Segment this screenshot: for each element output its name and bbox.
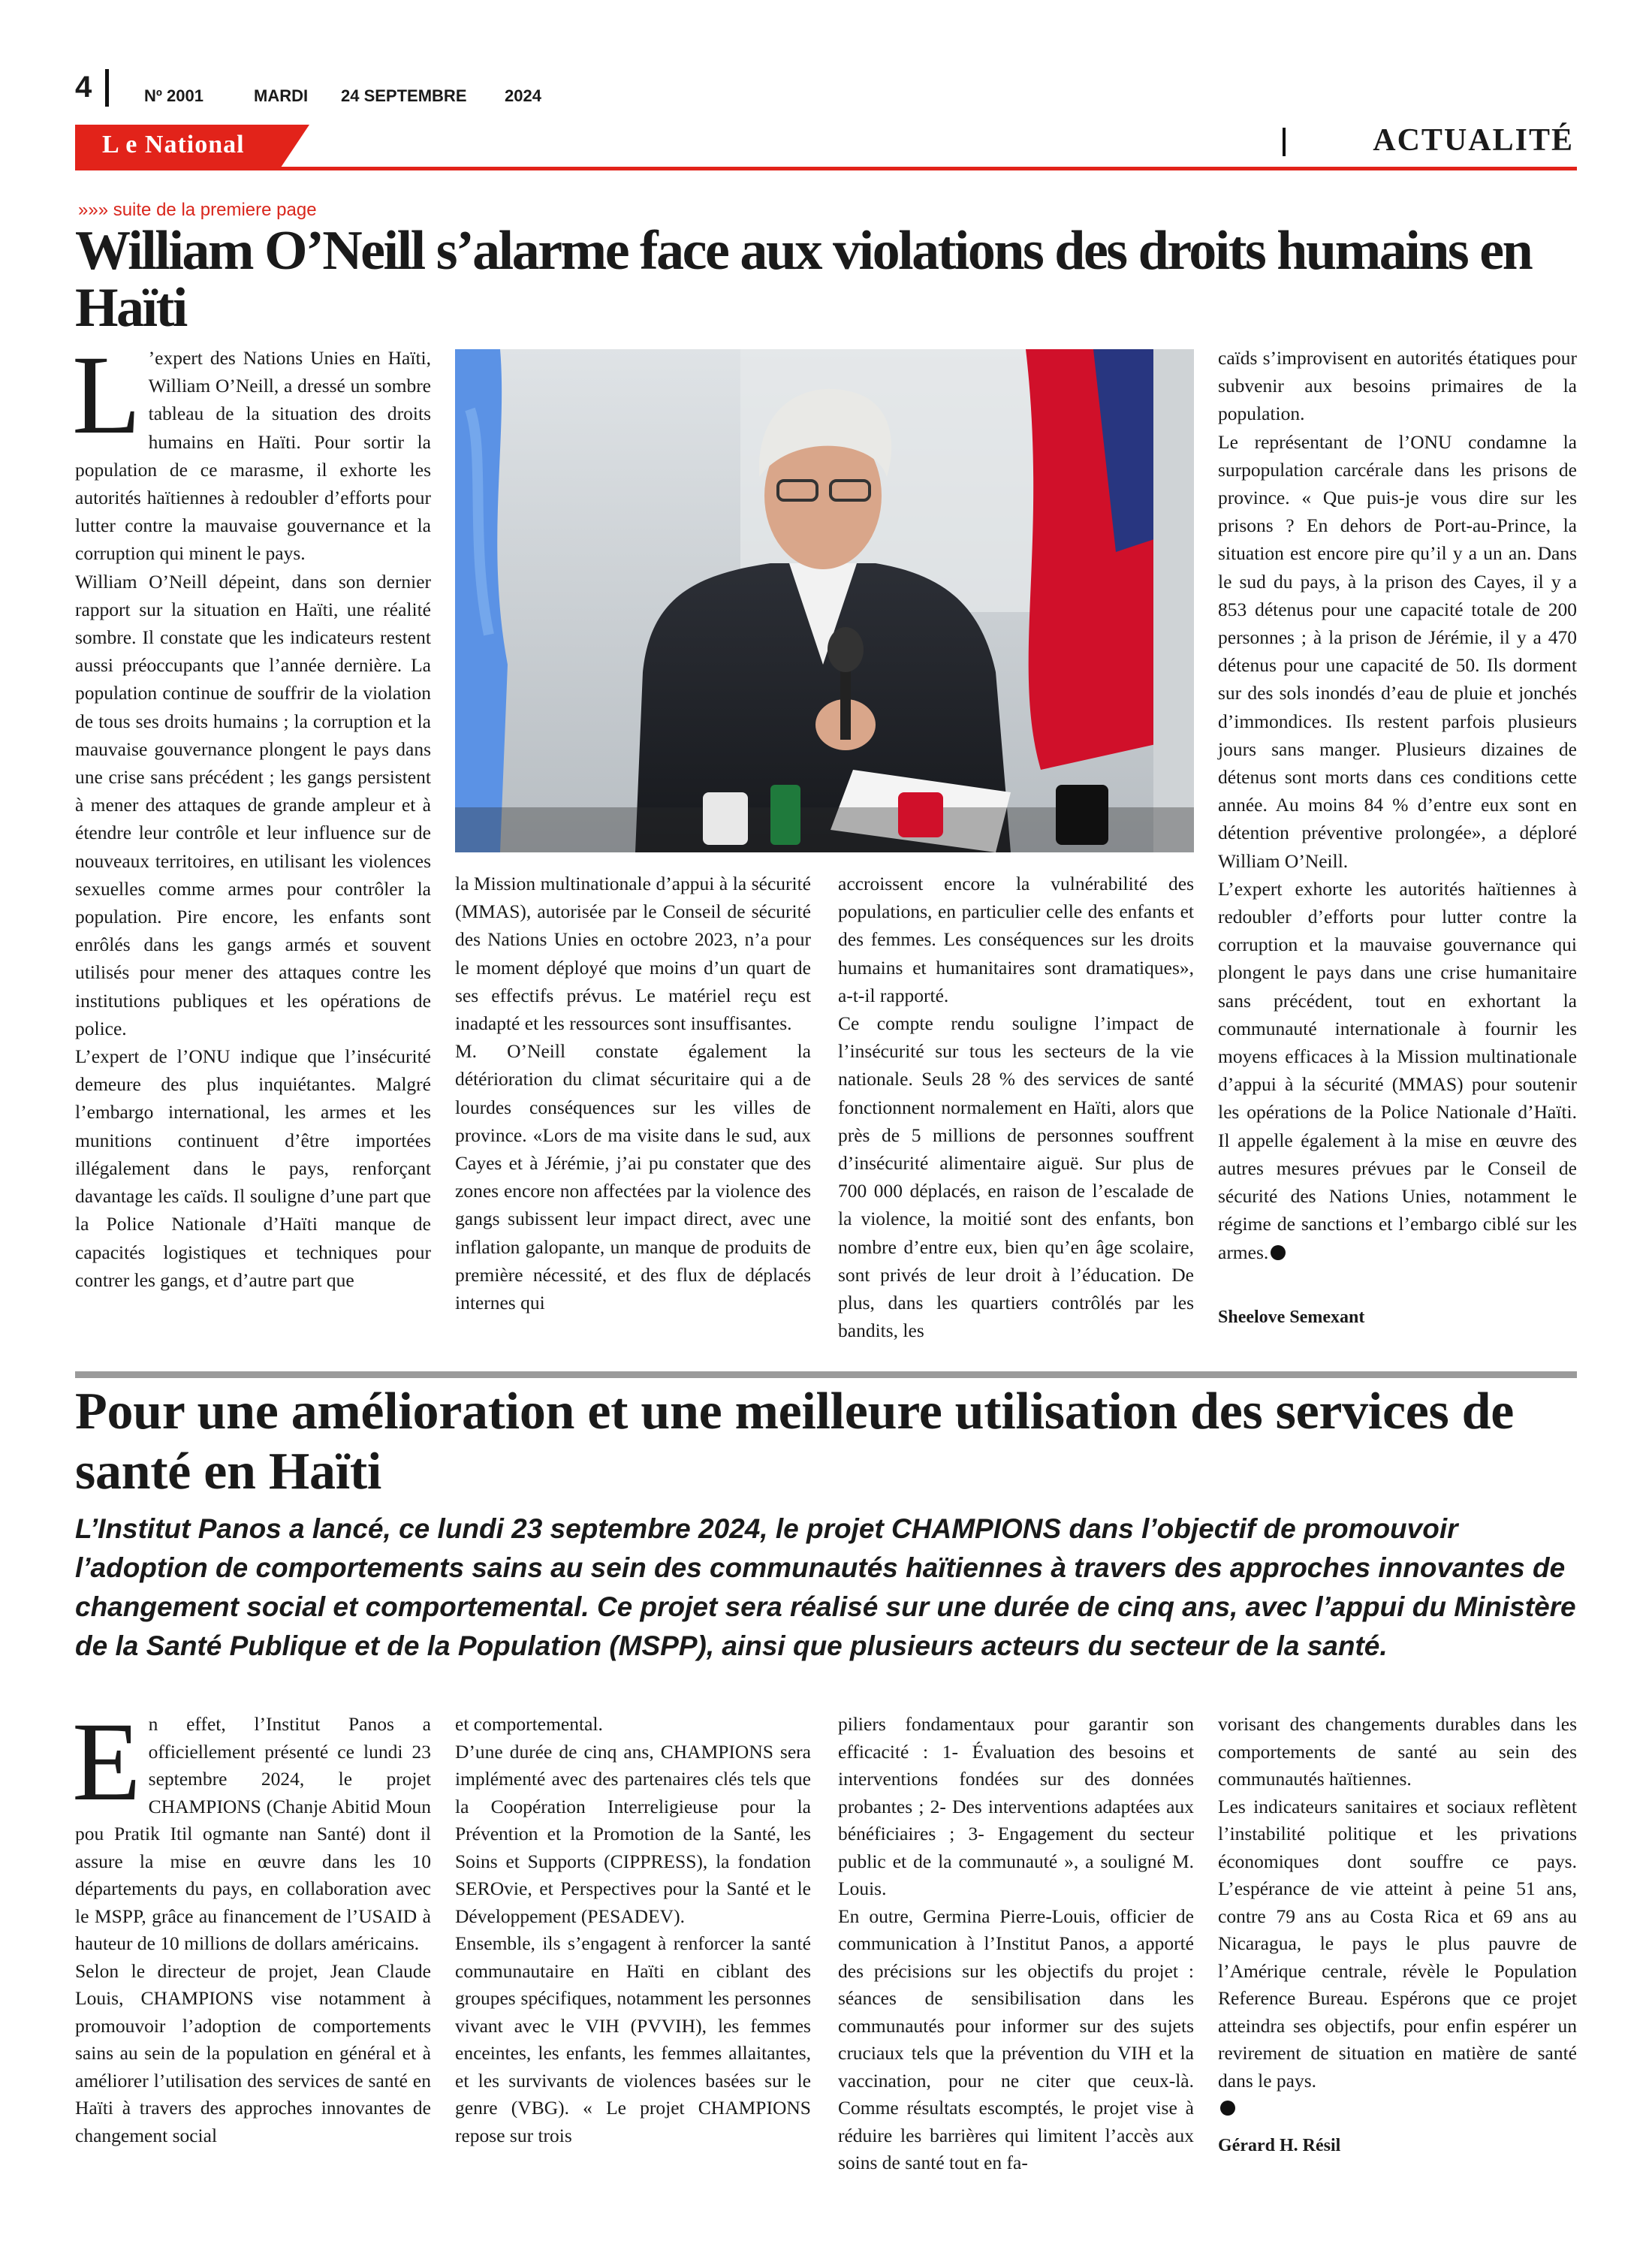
article2-column-3 (838, 1711, 1194, 2177)
article1-column-4 (1218, 344, 1577, 1266)
paragraph: En effet, l’Institut Panos a officiellement présenté ce lundi 23 septembre 2024, le projet CHAMPIONS (Chanje Abitid Moun pou Pratik Itil ogmante nan Santé) dont il assure la mise en œuvre dans les 10 départements du pays, en collaboration avec le MSPP, grâce au financement de l’USAID à hauteur de 10 millions de dollars américains. (72, 1700, 431, 1954)
paragraph (1218, 2095, 1577, 2122)
issue-number: Nº 2001 (144, 86, 203, 105)
paragraph: Les indicateurs sanitaires et sociaux reflètent l’instabilité politique et les privations économiques dont souffre ce pays. L’espérance de vie atteint à peine 51 ans, contre 79 ans au Costa Rica et 69 ans au Nicaragua, le pays le plus pauvre de l’Amérique centrale, révèle le Population Reference Bureau. Espérons que ce projet atteindra ses objectifs, pour enfin espérer un revirement de situation en matière de santé dans le pays. (1218, 1795, 1577, 2092)
page-number: 4 (75, 71, 92, 104)
article1-author: Sheelove Semexant (1218, 1307, 1365, 1327)
newspaper-logo: L e National (102, 131, 245, 158)
header-rule (75, 167, 1577, 170)
end-mark-icon (1271, 1245, 1286, 1260)
issue-day: MARDI (254, 86, 309, 105)
article1-column-3 (838, 870, 1194, 1344)
end-mark-icon (1220, 2101, 1235, 2116)
header-divider (105, 69, 109, 107)
paragraph: Le représentant de l’ONU condamne la surpopulation carcérale dans les prisons de province. « Que puis-je vous dire sur les prisons ? En dehors de Port-au-Prince, la situation est encore pire qu’il y a un an. Dans le sud du pays, à la prison des Cayes, il y a 853 détenus pour une capacité totale de 200 personnes ; à la prison de Jérémie, il y a 470 détenus pour une capacité de 50. Ils dorment sur des sols inondés d’eau de pluie et jonchés d’immondices. Ils restent parfois plusieurs jours sans manger. Plusieurs dizaines de détenus sont morts dans ces conditions cette année. Au moins 84 % d’entre eux sont en détention préventive prolongée», a déploré William O’Neill. (1218, 430, 1577, 872)
continuation-kicker: »»» suite de la premiere page (78, 200, 317, 220)
issue-date: 24 SEPTEMBRE (341, 86, 467, 105)
paragraph: piliers fondamentaux pour garantir son efficacité : 1- Évaluation des besoins et interventions fondées sur des données probantes ; 2- Des interventions adaptées aux bénéficiaires ; 3- Engagement du secteur public et de la communauté », a souligné M. Louis. (838, 1713, 1194, 1899)
article2-column-4 (1218, 1711, 1577, 2122)
article1-title: William O’Neill s’alarme face aux violations des droits humains en Haïti (75, 220, 1532, 339)
drop-cap: L (72, 333, 141, 457)
section-label: ACTUALITÉ (1373, 123, 1574, 158)
article1-column-2 (455, 870, 811, 1317)
photo-illustration (455, 349, 1194, 852)
paragraph: Ce compte rendu souligne l’impact de l’insécurité sur tous les secteurs de la vie nationale. Seuls 28 % des services de santé fonctionnent normalement en Haïti, alors que près de 5 millions de personnes souffrent d’insécurité alimentaire aiguë. Sur plus de 700 000 déplacés, en raison de l’escalade de la violence, la moitié sont des enfants, bon nombre d’entre eux, bien qu’en âge scolaire, sont privés de leur droit à l’éducation. De plus, dans les quartiers contrôlés par les bandits, les (838, 1012, 1194, 1342)
paragraph: L ’expert des Nations Unies en Haïti, William O’Neill, a dressé un sombre tableau de la situation des droits humains en Haïti. Pour sortir la population de ce marasme, il exhorte les autorités haïtiennes à redoubler d’efforts pour lutter contre la mauvaise gouvernance et la corruption qui minent le pays. (72, 333, 431, 565)
section-divider (1283, 128, 1286, 156)
article1-column-1 (72, 333, 431, 1294)
paragraph: la Mission multinationale d’appui à la sécurité (MMAS), autorisée par le Conseil de sécurité des Nations Unies en octobre 2023, n’a pour le moment déployé que moins d’un quart de ses effectifs prévus. Le matériel reçu est inadapté et les ressources sont insuffisantes. (455, 873, 811, 1035)
paragraph: D’une durée de cinq ans, CHAMPIONS sera implémenté avec des partenaires clés tels que la Coopération Interreligieuse pour la Prévention et la Promotion de la Santé, les Soins et Supports (CIPPRESS), la fondation SEROvie, et Perspectives pour la Santé et le Développement (PESADEV). (455, 1740, 811, 1927)
article2-author: Gérard H. Résil (1218, 2136, 1341, 2155)
article2-column-1 (72, 1700, 431, 2149)
paragraph: L’expert exhorte les autorités haïtiennes à redoubler d’efforts pour lutter contre la corruption et la mauvaise gouvernance qui plongent le pays dans une crise humanitaire sans précédent, tout en exhortant la communauté internationale à fournir les moyens efficaces à la Mission multinationale d’appui à la sécurité (MMAS) pour soutenir les opérations de la Police Nationale d’Haïti. Il appelle également à la mise en œuvre des autres mesures prévues par le Conseil de sécurité des Nations Unies, notamment le régime de sanctions et l’embargo ciblé sur les armes. (1218, 877, 1577, 1263)
article2-title: Pour une amélioration et une meilleure utilisation des services de santé en Haïti (75, 1383, 1515, 1500)
paragraph: Selon le directeur de projet, Jean Claude Louis, CHAMPIONS vise notamment à promouvoir l’adoption de comportements sains au sein de la population en général et à améliorer l’utilisation des services de santé en Haïti à travers des approches innovantes de changement social (75, 1959, 431, 2146)
paragraph: caïds s’improvisent en autorités étatiques pour subvenir aux besoins primaires de la population. (1218, 347, 1577, 425)
paragraph: et comportemental. (455, 1713, 603, 1735)
article2-lede: L’Institut Panos a lancé, ce lundi 23 septembre 2024, le projet CHAMPIONS dans l’objectif de promouvoir l’adoption de comportements sains au sein des communautés haïtiennes à travers des approches innovantes de changement social et comportemental. Ce projet sera réalisé sur une durée de cinq ans, avec l’appui du Ministère de la Santé Publique et de la Population (MSPP), ainsi que plusieurs acteurs du secteur de la santé. (75, 1513, 1576, 1661)
drop-cap: E (72, 1700, 141, 1824)
paragraph: M. O’Neill constate également la détérioration du climat sécuritaire qui a de lourdes conséquences sur les villes de province. «Lors de ma visite dans le sud, aux Cayes et à Jérémie, j’ai pu constater que des zones encore non affectées par la violence des gangs subissent leur impact direct, avec une inflation galopante, un manque de produits de première nécessité, et des flux de déplacés internes qui (455, 1040, 811, 1314)
article-divider (75, 1371, 1577, 1378)
paragraph: Ensemble, ils s’engagent à renforcer la santé communautaire en Haïti en ciblant des groupes spécifiques, notamment les personnes vivant avec le VIH (PVVIH), les femmes enceintes, les enfants, les femmes allaitantes, et les survivants de violences basées sur le genre (VBG). « Le projet CHAMPIONS repose sur trois (455, 1932, 811, 2146)
paragraph: William O’Neill dépeint, dans son dernier rapport sur la situation en Haïti, une réalité sombre. Il constate que les indicateurs restent aussi préoccupants que l’année dernière. La population continue de souffrir de la violation de tous ses droits humains ; la corruption et la mauvaise gouvernance plongent le pays dans une crise sans précédent ; les gangs persistent à mener des attaques de grande ampleur et à étendre leur contrôle et leur influence sur de nouveaux territoires, en utilisant les violences sexuelles comme armes pour contrôler la population. Pire encore, les enfants sont enrôlés dans les gangs armés et souvent utilisés pour mener des attaques contre les institutions publiques et les opérations de police. (75, 570, 431, 1039)
paragraph: vorisant des changements durables dans les comportements de santé au sein des communautés haïtiennes. (1218, 1713, 1577, 1790)
paragraph: En outre, Germina Pierre-Louis, officier de communication à l’Institut Panos, a apporté des précisions sur les objectifs du projet : séances de sensibilisation dans les communautés pour informer sur des sujets cruciaux tels que la prévention du VIH et la vaccination, pour ne citer que ceux-là. Comme résultats escomptés, le projet vise à réduire les barrières qui limitent l’accès aux soins de santé tout en fa- (838, 1905, 1194, 2173)
issue-year: 2024 (505, 86, 541, 105)
paragraph: L’expert de l’ONU indique que l’insécurité demeure des plus inquiétantes. Malgré l’embargo international, les armes et les munitions continuent d’être importées illégalement dans le pays, renforçant davantage les caïds. Il souligne d’une part que la Police Nationale d’Haïti manque de capacités logistiques et techniques pour contrer les gangs, et d’autre part que (75, 1045, 431, 1291)
article2-column-2 (455, 1711, 811, 2149)
press-conference-photo (455, 349, 1194, 852)
paragraph: accroissent encore la vulnérabilité des populations, en particulier celle des enfants et des femmes. Les conséquences sur les droits humains et humanitaires sont dramatiques», a-t-il rapporté. (838, 873, 1194, 1006)
